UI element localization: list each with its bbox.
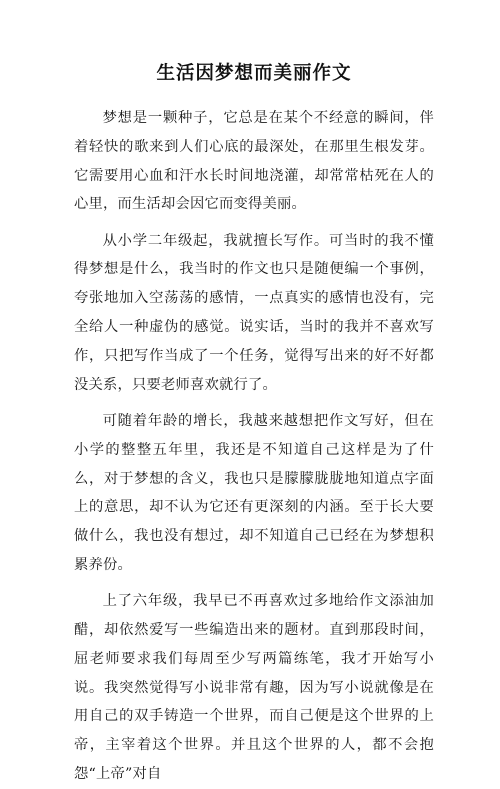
document-title: 生活因梦想而美丽作文 bbox=[156, 63, 352, 84]
paragraph-4: 上了六年级，我早已不再喜欢过多地给作文添油加醋，却依然爱写一些编造出来的题材。直到那段时间，屈老师要求我们每周至少写两篇练笔，我才开始写小说。我突然觉得写小说非常有趣，因为写小说就像是在用自己的双手铸造一个世界，而自己便是这个世界的上帝，主宰着这个世界。并且这个世界的人，都不会抱怨“上帝”对自 bbox=[74, 593, 434, 783]
paragraph-2: 从小学二年级起，我就擅长写作。可当时的我不懂得梦想是什么，我当时的作文也只是随便编一个事例，夸张地加入空荡荡的感情，一点真实的感情也没有，完全给人一种虚伪的感觉。说实话，当时的我并不喜欢写作，只把写作当成了一个任务，觉得写出来的好不好都没关系，只要老师喜欢就行了。 bbox=[74, 232, 434, 393]
paragraph-1: 梦想是一颗种子，它总是在某个不经意的瞬间，伴着轻快的歌来到人们心底的最深处，在那里生根发芽。它需要用心血和汗水长时间地浇灌，却常常枯死在人的心里，而生活却会因它而变得美丽。 bbox=[74, 110, 434, 213]
paragraph-3: 可随着年龄的增长，我越来越想把作文写好，但在小学的整整五年里，我还是不知道自己这样是为了什么，对于梦想的含义，我也只是朦朦胧胧地知道点字面上的意思，却不认为它还有更深刻的内涵。至于长大要做什么，我也没有想过，却不知道自己已经在为梦想积累养份。 bbox=[74, 412, 434, 573]
